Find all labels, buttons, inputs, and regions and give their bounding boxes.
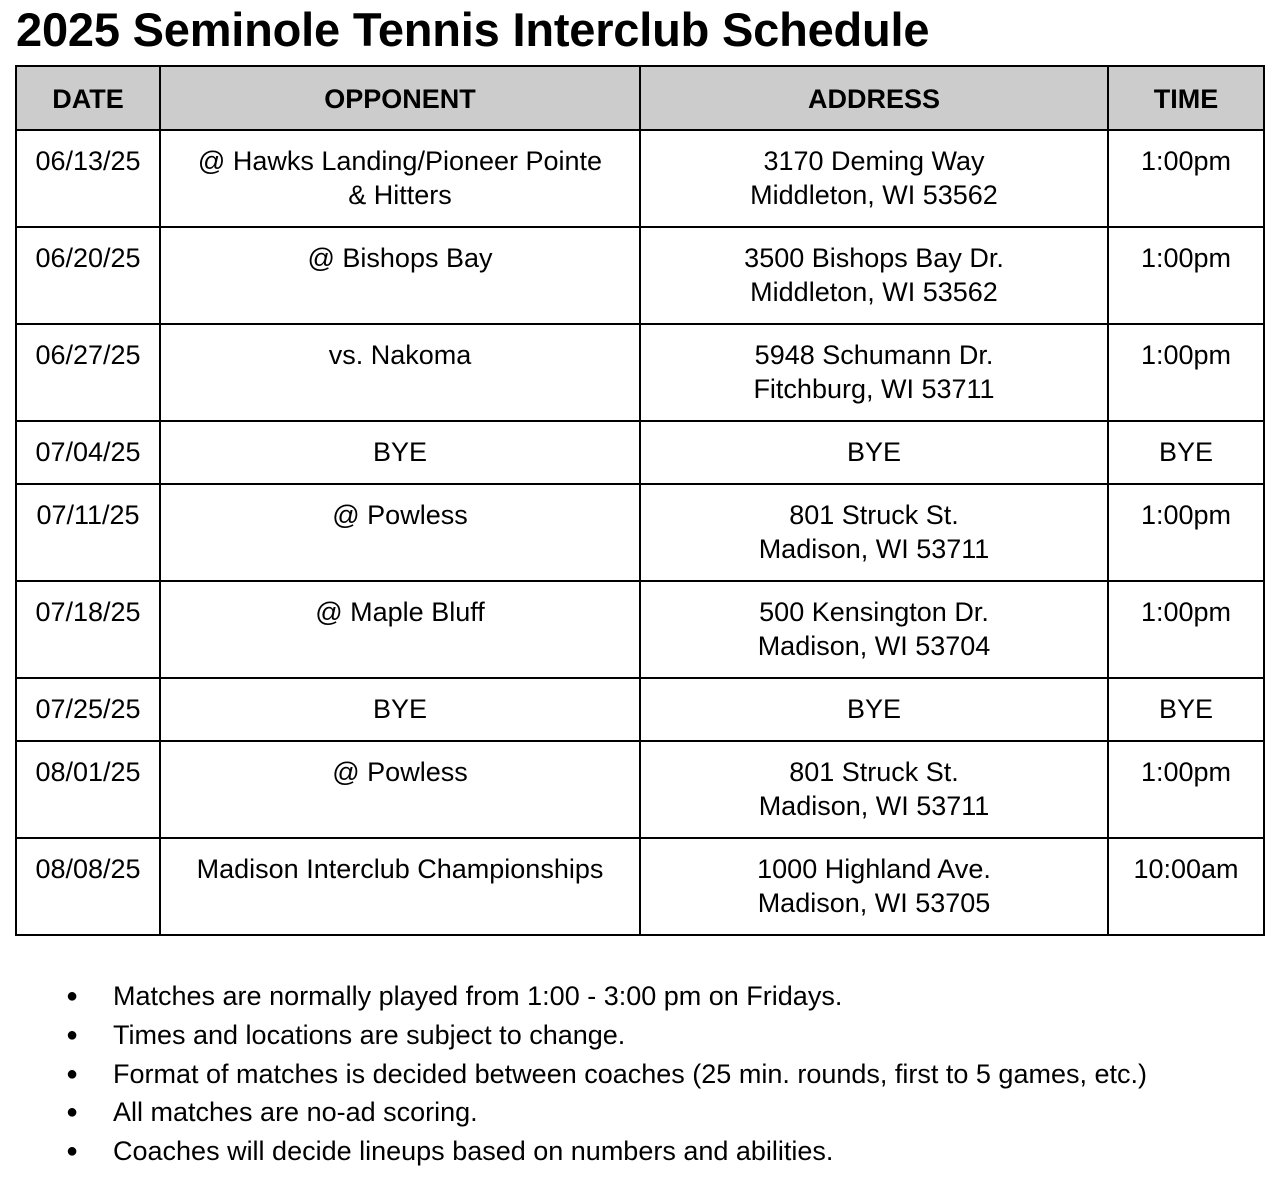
bullet-icon: ● xyxy=(66,1023,79,1046)
street-line: 801 Struck St. xyxy=(789,757,959,787)
table-row xyxy=(16,324,1264,421)
time-cell: BYE xyxy=(1108,421,1264,484)
address-cell xyxy=(640,324,1108,421)
time-cell: 1:00pm xyxy=(1108,227,1264,324)
street-line: 3500 Bishops Bay Dr. xyxy=(744,243,1004,273)
note-text: Matches are normally played from 1:00 - 3:00 pm on Fridays. xyxy=(113,981,843,1011)
address-cell xyxy=(640,741,1108,838)
table-row xyxy=(16,838,1264,935)
opponent-line: @ Bishops Bay xyxy=(307,243,493,273)
schedule-table xyxy=(15,65,1265,936)
time-cell: 10:00am xyxy=(1108,838,1264,935)
opponent-cell xyxy=(160,421,640,484)
table-row xyxy=(16,227,1264,324)
bullet-icon: ● xyxy=(66,1062,79,1085)
date-cell: 07/25/25 xyxy=(16,678,160,741)
date-cell: 07/11/25 xyxy=(16,484,160,581)
note-text: All matches are no-ad scoring. xyxy=(113,1097,478,1128)
date-cell: 06/13/25 xyxy=(16,130,160,227)
date-cell: 07/04/25 xyxy=(16,421,160,484)
city-line: Middleton, WI 53562 xyxy=(750,180,998,210)
date-column-header: DATE xyxy=(16,66,160,130)
opponent-cell xyxy=(160,741,640,838)
address-cell xyxy=(640,130,1108,227)
city-line: Madison, WI 53711 xyxy=(758,534,990,564)
table-row xyxy=(16,581,1264,678)
street-line: 3170 Deming Way xyxy=(763,146,985,176)
address-cell xyxy=(640,421,1108,484)
note-text: Coaches will decide lineups based on numbers and abilities. xyxy=(113,1136,834,1167)
page-title: 2025 Seminole Tennis Interclub Schedule xyxy=(16,3,930,56)
opponent-line: BYE xyxy=(372,437,428,467)
bullet-icon: ● xyxy=(66,1140,79,1163)
table-row xyxy=(16,484,1264,581)
street-line: BYE xyxy=(846,694,902,724)
list-item xyxy=(0,1055,1147,1094)
opponent-line: @ Powless xyxy=(332,757,468,787)
opponent-line: @ Maple Bluff xyxy=(315,597,485,627)
city-line: Fitchburg, WI 53711 xyxy=(753,374,995,404)
time-cell: 1:00pm xyxy=(1108,130,1264,227)
table-header-row xyxy=(16,66,1264,130)
time-column-header: TIME xyxy=(1108,66,1264,130)
table-row xyxy=(16,678,1264,741)
date-cell: 07/18/25 xyxy=(16,581,160,678)
opponent-line: BYE xyxy=(372,694,428,724)
street-line: 500 Kensington Dr. xyxy=(759,597,989,627)
table-row xyxy=(16,741,1264,838)
street-line: 801 Struck St. xyxy=(789,500,959,530)
opponent-cell xyxy=(160,678,640,741)
time-cell: 1:00pm xyxy=(1108,581,1264,678)
bullet-icon: ● xyxy=(66,985,79,1007)
address-cell xyxy=(640,484,1108,581)
street-line: 1000 Highland Ave. xyxy=(757,854,991,884)
opponent-cell xyxy=(160,484,640,581)
opponent-cell xyxy=(160,581,640,678)
address-column-header: ADDRESS xyxy=(640,66,1108,130)
list-item xyxy=(0,1132,1147,1171)
time-cell: 1:00pm xyxy=(1108,741,1264,838)
notes-list xyxy=(0,977,1147,1171)
table-row xyxy=(16,130,1264,227)
list-item xyxy=(0,977,1147,1016)
city-line: Madison, WI 53711 xyxy=(758,791,990,821)
time-cell: 1:00pm xyxy=(1108,324,1264,421)
opponent-cell xyxy=(160,838,640,935)
list-item xyxy=(0,1016,1147,1055)
city-line: Madison, WI 53704 xyxy=(757,631,991,661)
city-line: Middleton, WI 53562 xyxy=(750,277,998,307)
street-line: 5948 Schumann Dr. xyxy=(754,340,994,370)
opponent-cell xyxy=(160,130,640,227)
opponent-line: @ Hawks Landing/Pioneer Pointe xyxy=(197,146,603,176)
opponent-line: Madison Interclub Championships xyxy=(196,854,604,884)
opponent-line: & Hitters xyxy=(348,180,452,210)
table-row xyxy=(16,421,1264,484)
opponent-column-header: OPPONENT xyxy=(160,66,640,130)
list-item xyxy=(0,1093,1147,1132)
address-cell xyxy=(640,678,1108,741)
opponent-cell xyxy=(160,227,640,324)
date-cell: 06/27/25 xyxy=(16,324,160,421)
opponent-line: vs. Nakoma xyxy=(328,340,472,370)
opponent-cell xyxy=(160,324,640,421)
date-cell: 08/01/25 xyxy=(16,741,160,838)
note-text: Times and locations are subject to change. xyxy=(113,1019,626,1050)
address-cell xyxy=(640,581,1108,678)
date-cell: 06/20/25 xyxy=(16,227,160,324)
address-cell xyxy=(640,838,1108,935)
date-cell: 08/08/25 xyxy=(16,838,160,935)
time-cell: 1:00pm xyxy=(1108,484,1264,581)
time-cell: BYE xyxy=(1108,678,1264,741)
street-line: BYE xyxy=(846,437,902,467)
city-line: Madison, WI 53705 xyxy=(757,888,991,918)
address-cell xyxy=(640,227,1108,324)
note-text: Format of matches is decided between coaches (25 min. rounds, first to 5 games, etc.) xyxy=(113,1058,1147,1089)
opponent-line: @ Powless xyxy=(332,500,468,530)
bullet-icon: ● xyxy=(66,1101,79,1124)
